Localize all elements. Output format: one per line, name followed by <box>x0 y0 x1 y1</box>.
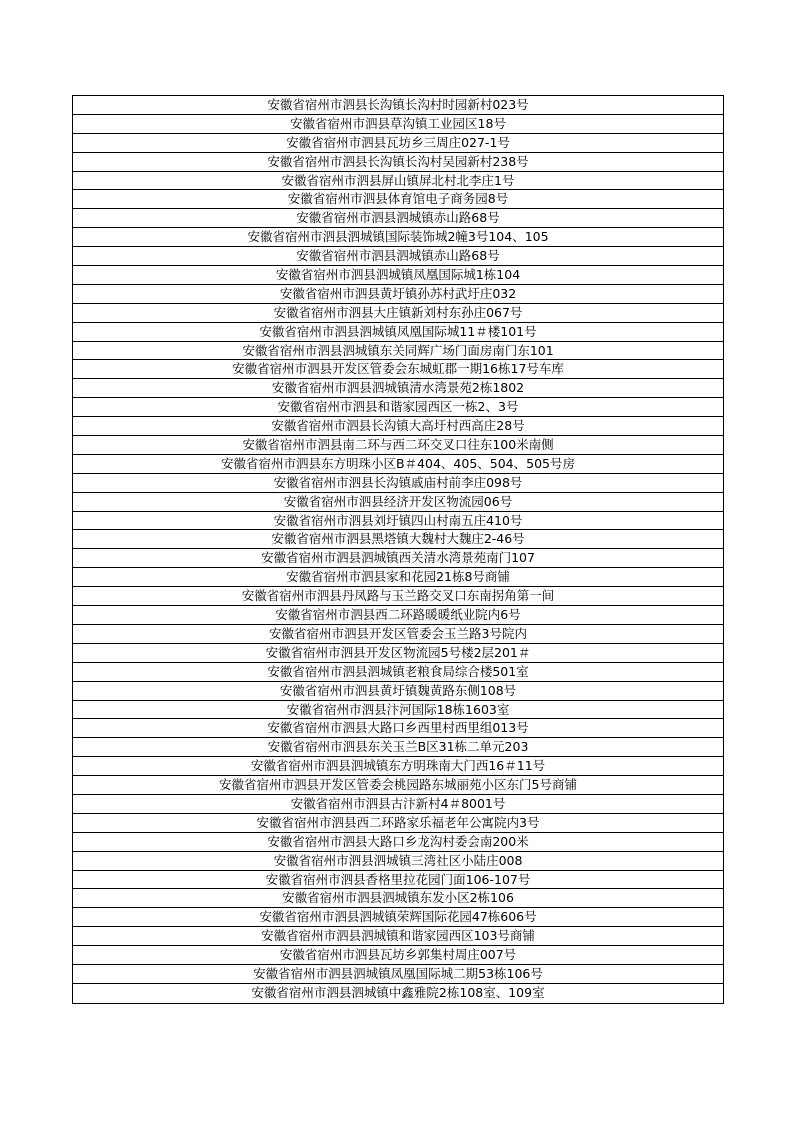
address-row: 安徽省宿州市泗县泗城镇凤凰国际城1栋104 <box>73 266 723 285</box>
address-row: 安徽省宿州市泗县长沟镇长沟村吴园新村238号 <box>73 153 723 172</box>
address-row: 安徽省宿州市泗县大庄镇新刘村东孙庄067号 <box>73 304 723 323</box>
address-row: 安徽省宿州市泗县泗城镇老粮食局综合楼501室 <box>73 663 723 682</box>
address-row: 安徽省宿州市泗县泗城镇凤凰国际城二期53栋106号 <box>73 965 723 984</box>
address-row: 安徽省宿州市泗县经济开发区物流园06号 <box>73 493 723 512</box>
address-row: 安徽省宿州市泗县西二环路家乐福老年公寓院内3号 <box>73 814 723 833</box>
address-row: 安徽省宿州市泗县泗城镇西关清水湾景苑南门107 <box>73 549 723 568</box>
address-row: 安徽省宿州市泗县古汴新村4＃8001号 <box>73 795 723 814</box>
address-table <box>72 95 724 1004</box>
address-row: 安徽省宿州市泗县长沟镇戚庙村前李庄098号 <box>73 474 723 493</box>
address-row: 安徽省宿州市泗县家和花园21栋8号商铺 <box>73 568 723 587</box>
address-row: 安徽省宿州市泗县西二环路暖暖纸业院内6号 <box>73 606 723 625</box>
address-row: 安徽省宿州市泗县草沟镇工业园区18号 <box>73 115 723 134</box>
address-row: 安徽省宿州市泗县开发区管委会东城虹郡一期16栋17号车库 <box>73 360 723 379</box>
address-row: 安徽省宿州市泗县长沟镇长沟村时园新村023号 <box>73 96 723 115</box>
address-row: 安徽省宿州市泗县泗城镇东方明珠南大门西16＃11号 <box>73 757 723 776</box>
address-row: 安徽省宿州市泗县泗城镇清水湾景苑2栋1802 <box>73 379 723 398</box>
address-row: 安徽省宿州市泗县瓦坊乡三周庄027-1号 <box>73 134 723 153</box>
address-row: 安徽省宿州市泗县瓦坊乡郭集村周庄007号 <box>73 946 723 965</box>
address-row: 安徽省宿州市泗县和谐家园西区一栋2、3号 <box>73 398 723 417</box>
address-row: 安徽省宿州市泗县丹凤路与玉兰路交叉口东南拐角第一间 <box>73 587 723 606</box>
address-row: 安徽省宿州市泗县泗城镇赤山路68号 <box>73 209 723 228</box>
address-row: 安徽省宿州市泗县黑塔镇大魏村大魏庄2-46号 <box>73 530 723 549</box>
address-row: 安徽省宿州市泗县大路口乡龙沟村委会南200米 <box>73 833 723 852</box>
address-row: 安徽省宿州市泗县泗城镇国际装饰城2幢3号104、105 <box>73 228 723 247</box>
address-row: 安徽省宿州市泗县开发区管委会玉兰路3号院内 <box>73 625 723 644</box>
address-row: 安徽省宿州市泗县黄圩镇魏黄路东侧108号 <box>73 682 723 701</box>
address-row: 安徽省宿州市泗县东方明珠小区B＃404、405、504、505号房 <box>73 455 723 474</box>
address-row: 安徽省宿州市泗县体育馆电子商务园8号 <box>73 190 723 209</box>
address-row: 安徽省宿州市泗县泗城镇荣辉国际花园47栋606号 <box>73 908 723 927</box>
address-row: 安徽省宿州市泗县香格里拉花园门面106-107号 <box>73 871 723 890</box>
address-row: 安徽省宿州市泗县东关玉兰B区31栋二单元203 <box>73 738 723 757</box>
address-row: 安徽省宿州市泗县刘圩镇四山村南五庄410号 <box>73 512 723 531</box>
address-row: 安徽省宿州市泗县长沟镇大高圩村西高庄28号 <box>73 417 723 436</box>
address-row: 安徽省宿州市泗县泗城镇中鑫雅院2栋108室、109室 <box>251 984 545 1000</box>
address-row: 安徽省宿州市泗县南二环与西二环交叉口往东100米南侧 <box>73 436 723 455</box>
address-row: 安徽省宿州市泗县泗城镇凤凰国际城11＃楼101号 <box>73 323 723 342</box>
address-row: 安徽省宿州市泗县屏山镇屏北村北李庄1号 <box>73 172 723 191</box>
address-row: 安徽省宿州市泗县泗城镇三湾社区小陆庄008 <box>73 852 723 871</box>
address-row: 安徽省宿州市泗县汴河国际18栋1603室 <box>73 701 723 720</box>
address-row: 安徽省宿州市泗县泗城镇和谐家园西区103号商铺 <box>73 927 723 946</box>
address-row: 安徽省宿州市泗县开发区管委会桃园路东城丽苑小区东门5号商铺 <box>73 776 723 795</box>
address-row: 安徽省宿州市泗县大路口乡西里村西里组013号 <box>73 719 723 738</box>
address-row: 安徽省宿州市泗县泗城镇东关同辉广场门面房南门东101 <box>73 342 723 361</box>
address-row: 安徽省宿州市泗县开发区物流园5号楼2层201＃ <box>73 644 723 663</box>
address-row: 安徽省宿州市泗县黄圩镇孙苏村武圩庄032 <box>73 285 723 304</box>
address-row: 安徽省宿州市泗县泗城镇赤山路68号 <box>73 247 723 266</box>
address-row: 安徽省宿州市泗县泗城镇东发小区2栋106 <box>73 889 723 908</box>
